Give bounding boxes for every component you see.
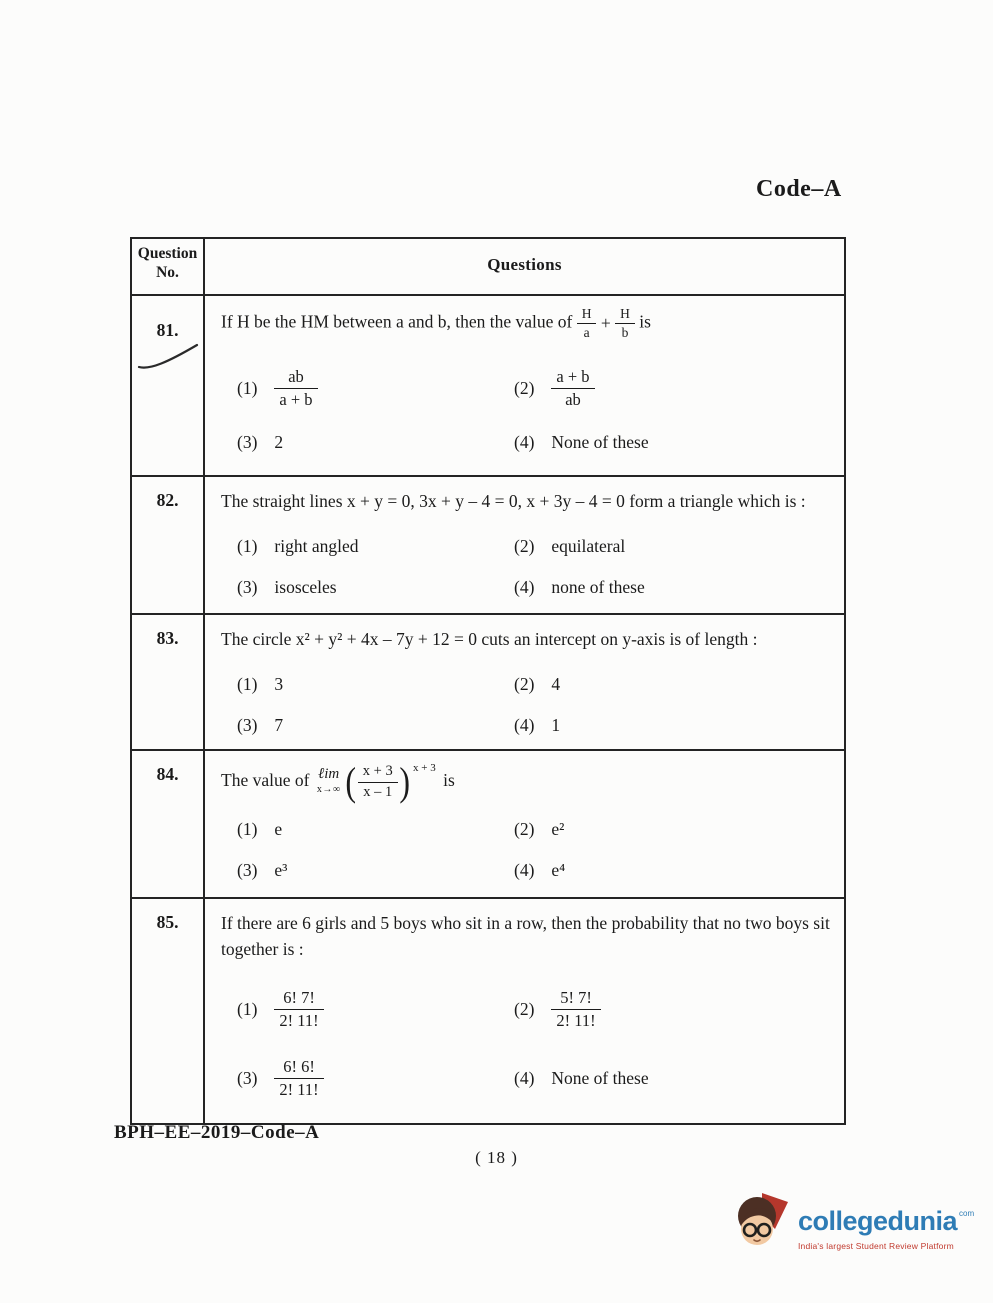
option-label: (3): [237, 576, 258, 597]
fraction-numerator: a + b: [551, 367, 594, 389]
option-text: e⁴: [551, 859, 566, 880]
header-question-no-line2: No.: [156, 264, 179, 282]
fraction-denominator: b: [621, 325, 629, 341]
fraction-numerator: H: [577, 306, 597, 324]
option-text: e: [274, 819, 283, 840]
fraction: [274, 988, 323, 1031]
header-questions: Questions: [204, 238, 845, 295]
option-85-4: [514, 1057, 832, 1100]
option-label: (2): [514, 999, 535, 1020]
header-question-no: [132, 239, 203, 287]
option-label: (3): [237, 431, 258, 452]
limit-word: ℓim: [318, 766, 340, 783]
fraction: [551, 988, 600, 1031]
option-84-3: [237, 858, 514, 883]
question-text-segment: The value of: [221, 770, 310, 791]
option-label: (2): [514, 378, 535, 399]
question-text-84: [221, 759, 832, 805]
fraction-numerator: 6! 7!: [274, 988, 323, 1010]
option-text: e³: [274, 859, 288, 880]
option-text: None of these: [551, 431, 649, 452]
question-row-83: [131, 614, 845, 750]
fraction-numerator: H: [615, 306, 635, 324]
logo-tld: com: [959, 1209, 975, 1218]
question-row-81: [131, 295, 845, 476]
fraction-denominator: a + b: [279, 390, 313, 410]
option-83-3: [237, 713, 514, 738]
logo-tagline: India's largest Student Review Platform: [798, 1241, 954, 1251]
plus-operator: +: [600, 313, 611, 333]
fraction: [358, 763, 398, 801]
option-label: (4): [514, 859, 535, 880]
question-number-84: [131, 750, 204, 898]
option-label: (4): [514, 714, 535, 735]
option-81-1: [237, 367, 514, 410]
option-84-1: [237, 817, 514, 842]
logo-brand: collegedunia: [798, 1206, 958, 1236]
fraction: [615, 306, 635, 341]
fraction-denominator: 2! 11!: [279, 1079, 319, 1099]
question-text-82: The straight lines x + y = 0, 3x + y – 4 = 0, x + 3y – 4 = 0 form a triangle which is :: [221, 491, 806, 511]
option-83-2: [514, 672, 832, 697]
option-84-4: [514, 858, 832, 883]
question-text-83: The circle x² + y² + 4x – 7y + 12 = 0 cuts an intercept on y-axis is of length :: [221, 629, 758, 649]
option-text: None of these: [551, 1067, 649, 1088]
option-85-1: [237, 988, 514, 1031]
collegedunia-mascot-icon: [732, 1192, 790, 1260]
option-text: 4: [551, 674, 561, 695]
fraction-denominator: 2! 11!: [279, 1010, 319, 1030]
option-81-2: [514, 367, 832, 410]
question-number-text: 81.: [156, 320, 179, 340]
option-label: (2): [514, 674, 535, 695]
question-text-segment: is: [639, 311, 651, 332]
questions-table: [130, 237, 846, 1125]
fraction-numerator: 5! 7!: [551, 988, 600, 1010]
option-82-4: [514, 575, 832, 600]
question-row-82: [131, 476, 845, 614]
logo-text-block: [798, 1208, 974, 1251]
fraction-denominator: ab: [565, 390, 581, 410]
fraction-numerator: 6! 6!: [274, 1057, 323, 1079]
question-text-85: If there are 6 girls and 5 boys who sit in a row, then the probability that no two boys sit together is :: [221, 913, 830, 959]
option-text: 7: [274, 714, 284, 735]
code-label: Code–A: [756, 176, 842, 202]
option-label: (1): [237, 536, 258, 557]
option-text: isosceles: [274, 576, 337, 597]
option-83-1: [237, 672, 514, 697]
option-label: (1): [237, 378, 258, 399]
question-number-text: 85.: [156, 912, 179, 933]
option-label: (1): [237, 674, 258, 695]
question-text-segment: is: [443, 770, 455, 791]
option-text: right angled: [274, 536, 359, 557]
open-paren: (: [345, 759, 357, 805]
collegedunia-logo: [732, 1192, 974, 1260]
fraction-numerator: x + 3: [358, 763, 398, 782]
option-text: e²: [551, 819, 565, 840]
close-paren: ): [399, 759, 410, 805]
fraction-numerator: ab: [274, 367, 317, 389]
limit-subscript: x→∞: [316, 784, 341, 796]
option-83-4: [514, 713, 832, 738]
table-header-row: [131, 238, 845, 295]
option-text: none of these: [551, 576, 645, 597]
option-label: (2): [514, 819, 535, 840]
option-text: 3: [274, 674, 284, 695]
option-85-3: [237, 1057, 514, 1100]
question-text-segment: If H be the HM between a and b, then the value of: [221, 311, 573, 332]
question-row-84: [131, 750, 845, 898]
option-82-2: [514, 534, 832, 559]
limit-operator: [317, 767, 341, 798]
footer-paper-code: BPH–EE–2019–Code–A: [114, 1122, 320, 1143]
question-number-text: 83.: [156, 628, 179, 648]
option-label: (3): [237, 1067, 258, 1088]
option-82-1: [237, 534, 514, 559]
fraction-denominator: x – 1: [363, 783, 393, 800]
option-85-2: [514, 988, 832, 1031]
question-row-85: [131, 898, 845, 1124]
option-84-2: [514, 817, 832, 842]
option-label: (4): [514, 576, 535, 597]
fraction: [274, 367, 317, 410]
option-text: equilateral: [551, 536, 626, 557]
question-number-81: [131, 295, 204, 476]
fraction: [577, 306, 597, 341]
option-82-3: [237, 575, 514, 600]
option-label: (3): [237, 859, 258, 880]
question-number-82: [131, 476, 204, 614]
option-label: (4): [514, 1067, 535, 1088]
page-number: ( 18 ): [475, 1148, 518, 1167]
option-81-3: [237, 430, 514, 455]
option-label: (1): [237, 819, 258, 840]
question-number-85: [131, 898, 204, 1124]
option-label: (4): [514, 431, 535, 452]
option-label: (3): [237, 714, 258, 735]
header-question-no-line1: Question: [137, 245, 198, 262]
question-number-text: 82.: [156, 490, 179, 510]
fraction-denominator: a: [583, 325, 590, 341]
fraction-denominator: 2! 11!: [556, 1010, 596, 1030]
question-number-text: 84.: [156, 764, 179, 785]
handwritten-tick-mark: [136, 342, 200, 370]
option-text: 2: [274, 431, 284, 452]
question-text-81: [221, 306, 832, 341]
limit-expression: [316, 759, 436, 805]
exponent: x + 3: [413, 762, 436, 775]
fraction: [274, 1057, 323, 1100]
question-number-83: [131, 614, 204, 750]
fraction: [551, 367, 594, 410]
option-label: (2): [514, 536, 535, 557]
option-label: (1): [237, 999, 258, 1020]
option-text: 1: [551, 714, 561, 735]
option-81-4: [514, 430, 832, 455]
